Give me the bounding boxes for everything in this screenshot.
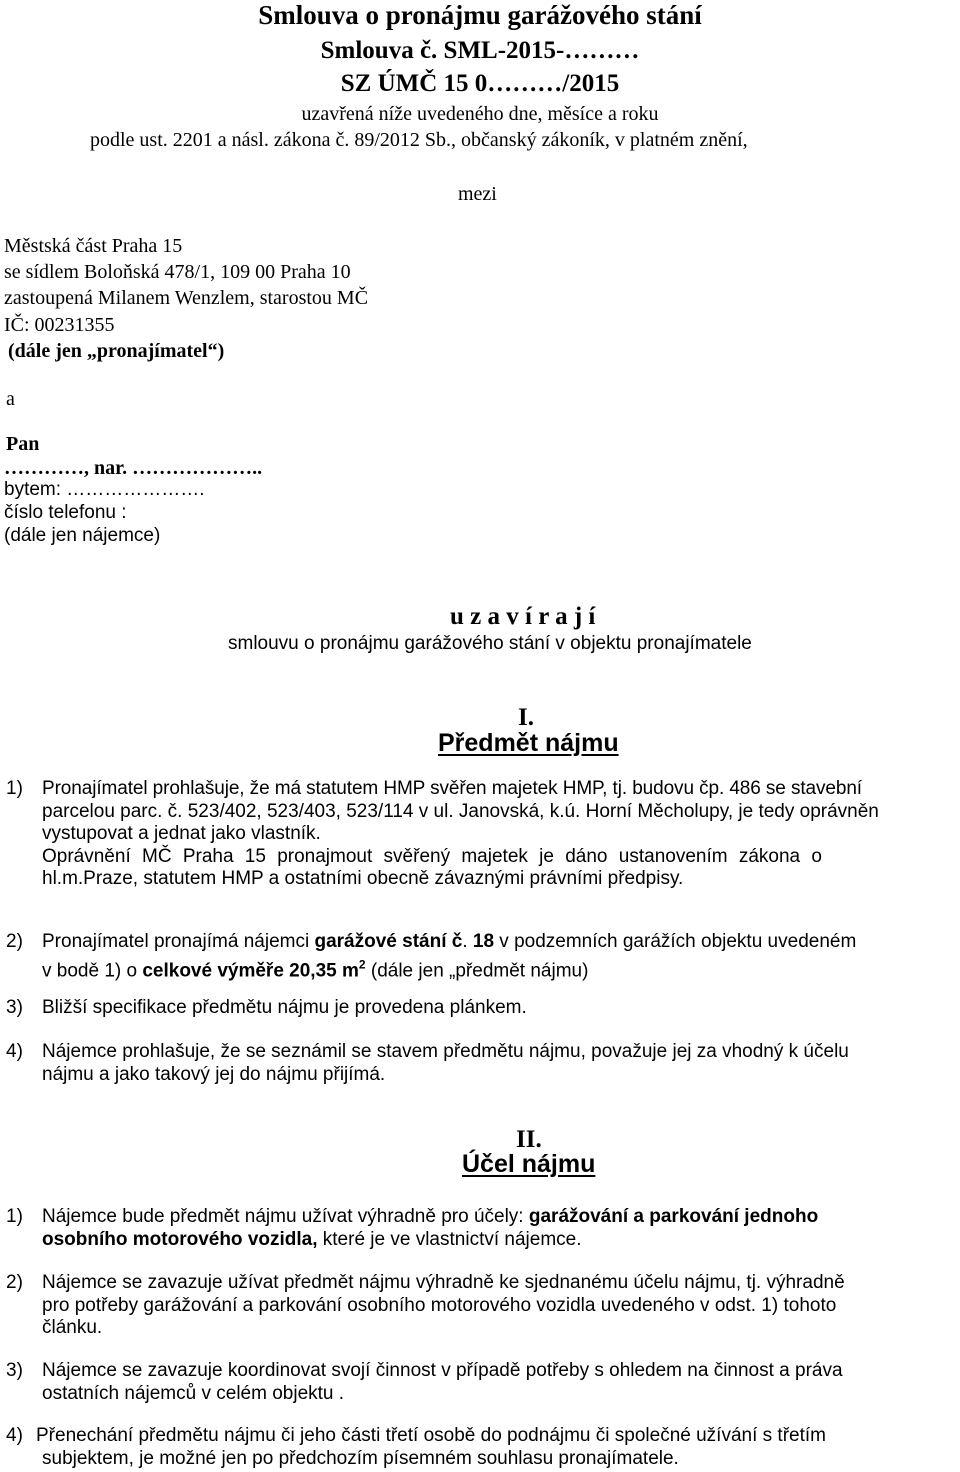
paragraph-number: 4): [6, 1425, 23, 1446]
section2-paragraph-4: [6, 1425, 956, 1470]
paragraph-line: Nájemce se zavazuje užívat předmět nájmu výhradně ke sjednanému účelu nájmu, tj. výhradně: [42, 1272, 845, 1293]
tenant-salutation: Pan: [6, 433, 40, 455]
section1-title: Předmět nájmu: [438, 729, 619, 757]
paragraph-text: v podzemních garážích objektu uvedeném: [494, 931, 857, 952]
section1-paragraph-2: [6, 931, 956, 982]
total-area: celkové výměře 20,35 m: [142, 959, 359, 981]
paragraph-text: Pronajímatel pronajímá nájemci: [42, 931, 315, 952]
paragraph-number: 1): [6, 1206, 23, 1227]
landlord-name: Městská část Praha 15: [4, 235, 183, 257]
conclude-heading: u z a v í r a j í: [450, 603, 596, 630]
purpose-bold: osobního motorového vozidla,: [42, 1228, 318, 1250]
garage-spot-number: 18: [472, 931, 495, 952]
section2-paragraph-2: [6, 1272, 956, 1340]
section2-title: Účel nájmu: [462, 1150, 596, 1178]
section2-paragraph-3: [6, 1360, 956, 1405]
section2-number: II.: [516, 1126, 542, 1153]
paragraph-number: 2): [6, 1272, 23, 1293]
paragraph-line: subjektem, je možné jen po předchozím písemném souhlasu pronajímatele.: [42, 1447, 679, 1469]
section1-paragraph-1: [6, 778, 956, 891]
landlord-address: se sídlem Boloňská 478/1, 109 00 Praha 10: [4, 261, 351, 283]
paragraph-number: 4): [6, 1041, 23, 1062]
paragraph-line: článku.: [42, 1317, 103, 1338]
contract-number: Smlouva č. SML-2015-………: [320, 37, 640, 64]
paragraph-line: Oprávnění MČ Praha 15 pronajmout svěřený majetek je dáno ustanovením zákona o: [42, 845, 822, 867]
paragraph-line: Pronajímatel prohlašuje, že má statutem HMP svěřen majetek HMP, tj. budovu čp. 486 se stavební: [42, 778, 862, 799]
paragraph-line: Nájemce se zavazuje koordinovat svojí činnost v případě potřeby s ohledem na činnost a práva: [42, 1360, 843, 1381]
paragraph-text: .: [462, 931, 473, 952]
paragraph-text: v bodě 1) o: [42, 959, 143, 981]
paragraph-line: Přenechání předmětu nájmu či jeho části třetí osobě do podnájmu či společné užívání s třetím: [36, 1425, 826, 1446]
concluded-line: uzavřená níže uvedeného dne, měsíce a roku: [301, 103, 659, 125]
paragraph-line: nájmu a jako takový jej do nájmu přijímá.: [42, 1063, 386, 1085]
between-word: mezi: [458, 183, 497, 205]
paragraph-line: parcelou parc. č. 523/402, 523/403, 523/114 v ul. Janovská, k.ú. Horní Měcholupy, je tedy oprávněn: [42, 800, 879, 822]
section1-paragraph-4: [6, 1041, 956, 1086]
and-word: a: [6, 388, 15, 410]
paragraph-number: 3): [6, 997, 23, 1018]
tenant-role: (dále jen nájemce): [4, 525, 161, 546]
purpose-bold: garážování a parkování jednoho: [528, 1206, 819, 1227]
paragraph-text: které je ve vlastnictví nájemce.: [317, 1228, 582, 1250]
paragraph-line: vystupovat a jednat jako vlastník.: [42, 823, 321, 844]
paragraph-line: Bližší specifikace předmětu nájmu je provedena plánkem.: [42, 997, 527, 1018]
tenant-residence: bytem: ………………….: [4, 479, 205, 500]
paragraph-text: (dále jen „předmět nájmu): [365, 959, 589, 981]
document-title: Smlouva o pronájmu garážového stání: [258, 0, 702, 30]
landlord-ic: IČ: 00231355: [4, 314, 115, 336]
paragraph-line: hl.m.Praze, statutem HMP a ostatními obecně závaznými právními předpisy.: [42, 868, 684, 889]
paragraph-line: Nájemce prohlašuje, že se seznámil se stavem předmětu nájmu, považuje jej za vhodný k účelu: [42, 1041, 849, 1062]
paragraph-number: 1): [6, 778, 23, 799]
section1-number: I.: [518, 704, 534, 731]
sz-number: SZ ÚMČ 15 0………/2015: [340, 70, 620, 97]
paragraph-text: Nájemce bude předmět nájmu užívat výhradně pro účely:: [42, 1206, 529, 1227]
tenant-phone: číslo telefonu :: [4, 502, 127, 523]
section2-paragraph-1: [6, 1206, 956, 1251]
landlord-representative: zastoupená Milanem Wenzlem, starostou MČ: [4, 287, 369, 309]
tenant-name-birth: …………, nar. ………………..: [4, 457, 263, 479]
section1-paragraph-3: [6, 997, 956, 1020]
conclude-subject: smlouvu o pronájmu garážového stání v objektu pronajímatele: [228, 633, 752, 654]
landlord-role: (dále jen „pronajímatel“): [8, 340, 225, 362]
paragraph-number: 2): [6, 931, 23, 952]
paragraph-number: 3): [6, 1360, 23, 1381]
paragraph-line: ostatních nájemců v celém objektu .: [42, 1382, 345, 1404]
area-exponent: 2: [358, 957, 366, 972]
garage-spot-label: garážové stání č: [314, 931, 463, 952]
paragraph-line: pro potřeby garážování a parkování osobního motorového vozidla uvedeného v odst. 1) tohoto: [42, 1294, 837, 1316]
law-line: podle ust. 2201 a násl. zákona č. 89/2012 Sb., občanský zákoník, v platném znění,: [90, 129, 748, 151]
